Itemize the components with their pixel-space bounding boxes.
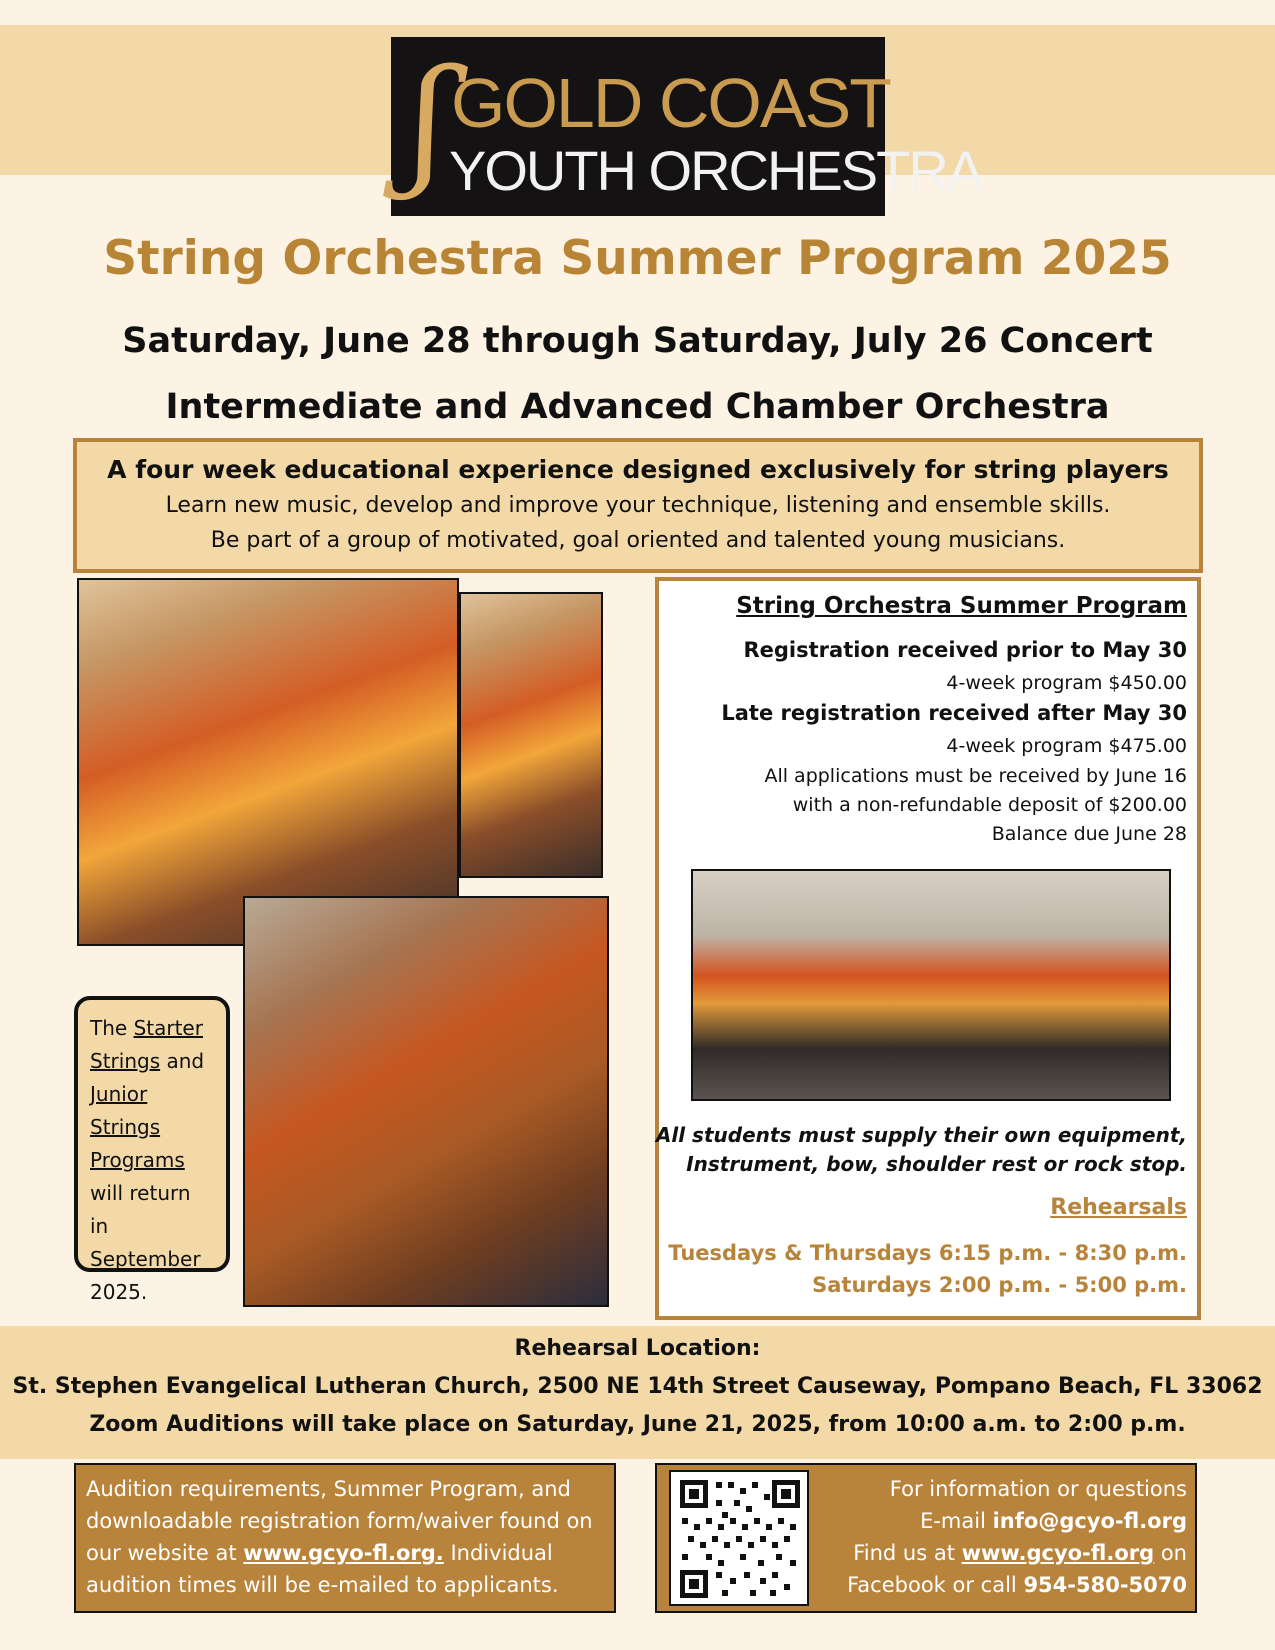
weekday-rehearsal-times: Tuesdays & Thursdays 6:15 p.m. - 8:30 p.m. bbox=[668, 1241, 1187, 1265]
violinist-photo bbox=[459, 592, 603, 878]
intro-line-2: Be part of a group of motivated, goal oriented and talented young musicians. bbox=[210, 528, 1066, 553]
application-deadline: All applications must be received by June 16 bbox=[764, 765, 1187, 787]
f-hole-icon: ʃ bbox=[409, 40, 448, 203]
logo-line-2: YOUTH ORCHESTRA bbox=[449, 139, 983, 202]
website-link[interactable]: www.gcyo-fl.org. bbox=[243, 1541, 444, 1565]
ensemble-name: Intermediate and Advanced Chamber Orchestra bbox=[165, 387, 1110, 427]
logo-line-1: GOLD COAST bbox=[451, 64, 890, 142]
audition-requirements-box: Audition requirements, Summer Program, and downloadable registration form/waiver found on our website at www.gcyo-fl.org. Individual audition times will be e-mailed to applicants. bbox=[74, 1463, 616, 1613]
contact-box bbox=[655, 1463, 1197, 1613]
pricing-box bbox=[655, 577, 1201, 1320]
orchestra-group-photo bbox=[691, 869, 1171, 1101]
intro-heading: A four week educational experience designed exclusively for string players bbox=[107, 455, 1169, 484]
audition-info: Zoom Auditions will take place on Saturday, June 21, 2025, from 10:00 a.m. to 2:00 p.m. bbox=[89, 1412, 1186, 1437]
starter-strings-link[interactable]: Starter Strings bbox=[90, 1016, 203, 1073]
cellists-photo bbox=[243, 896, 609, 1307]
balance-due: Balance due June 28 bbox=[991, 823, 1187, 845]
program-dates: Saturday, June 28 through Saturday, July 26 Concert bbox=[122, 321, 1153, 361]
qr-code-icon[interactable] bbox=[669, 1470, 809, 1606]
location-heading: Rehearsal Location: bbox=[514, 1336, 761, 1361]
qr-code-graphic bbox=[680, 1480, 800, 1598]
junior-strings-link[interactable]: Junior Strings Programs bbox=[90, 1082, 185, 1172]
location-address: St. Stephen Evangelical Lutheran Church, 2500 NE 14th Street Causeway, Pompano Beach, FL 33062 bbox=[12, 1374, 1263, 1399]
contact-text: For information or questions E-mail info@gcyo-fl.org Find us at www.gcyo-fl.org on Facebook or call 954-580-5070 bbox=[847, 1473, 1187, 1601]
email-link[interactable]: info@gcyo-fl.org bbox=[992, 1509, 1187, 1533]
early-registration-price: 4-week program $450.00 bbox=[946, 672, 1187, 694]
phone-number[interactable]: 954-580-5070 bbox=[1023, 1573, 1187, 1597]
website-link-2[interactable]: www.gcyo-fl.org bbox=[961, 1541, 1155, 1565]
intro-box bbox=[73, 438, 1203, 573]
early-registration-label: Registration received prior to May 30 bbox=[743, 638, 1187, 662]
rehearsals-heading: Rehearsals bbox=[1050, 1195, 1187, 1220]
gcyo-logo bbox=[391, 37, 983, 216]
junior-programs-note: The Starter Strings and Junior Strings Programs will return in September 2025. bbox=[74, 996, 230, 1272]
equipment-line-1: All students must supply their own equipment, bbox=[655, 1123, 1187, 1147]
deposit-note: with a non-refundable deposit of $200.00 bbox=[792, 794, 1187, 816]
contact-intro: For information or questions bbox=[889, 1477, 1187, 1501]
intro-line-1: Learn new music, develop and improve your technique, listening and ensemble skills. bbox=[165, 493, 1111, 518]
late-registration-label: Late registration received after May 30 bbox=[721, 701, 1187, 725]
page-title: String Orchestra Summer Program 2025 bbox=[103, 231, 1172, 286]
pricing-heading: String Orchestra Summer Program bbox=[736, 593, 1187, 619]
late-registration-price: 4-week program $475.00 bbox=[946, 735, 1187, 757]
violinists-photo bbox=[77, 578, 459, 946]
equipment-line-2: Instrument, bow, shoulder rest or rock stop. bbox=[686, 1152, 1187, 1176]
saturday-rehearsal-times: Saturdays 2:00 p.m. - 5:00 p.m. bbox=[812, 1273, 1187, 1297]
